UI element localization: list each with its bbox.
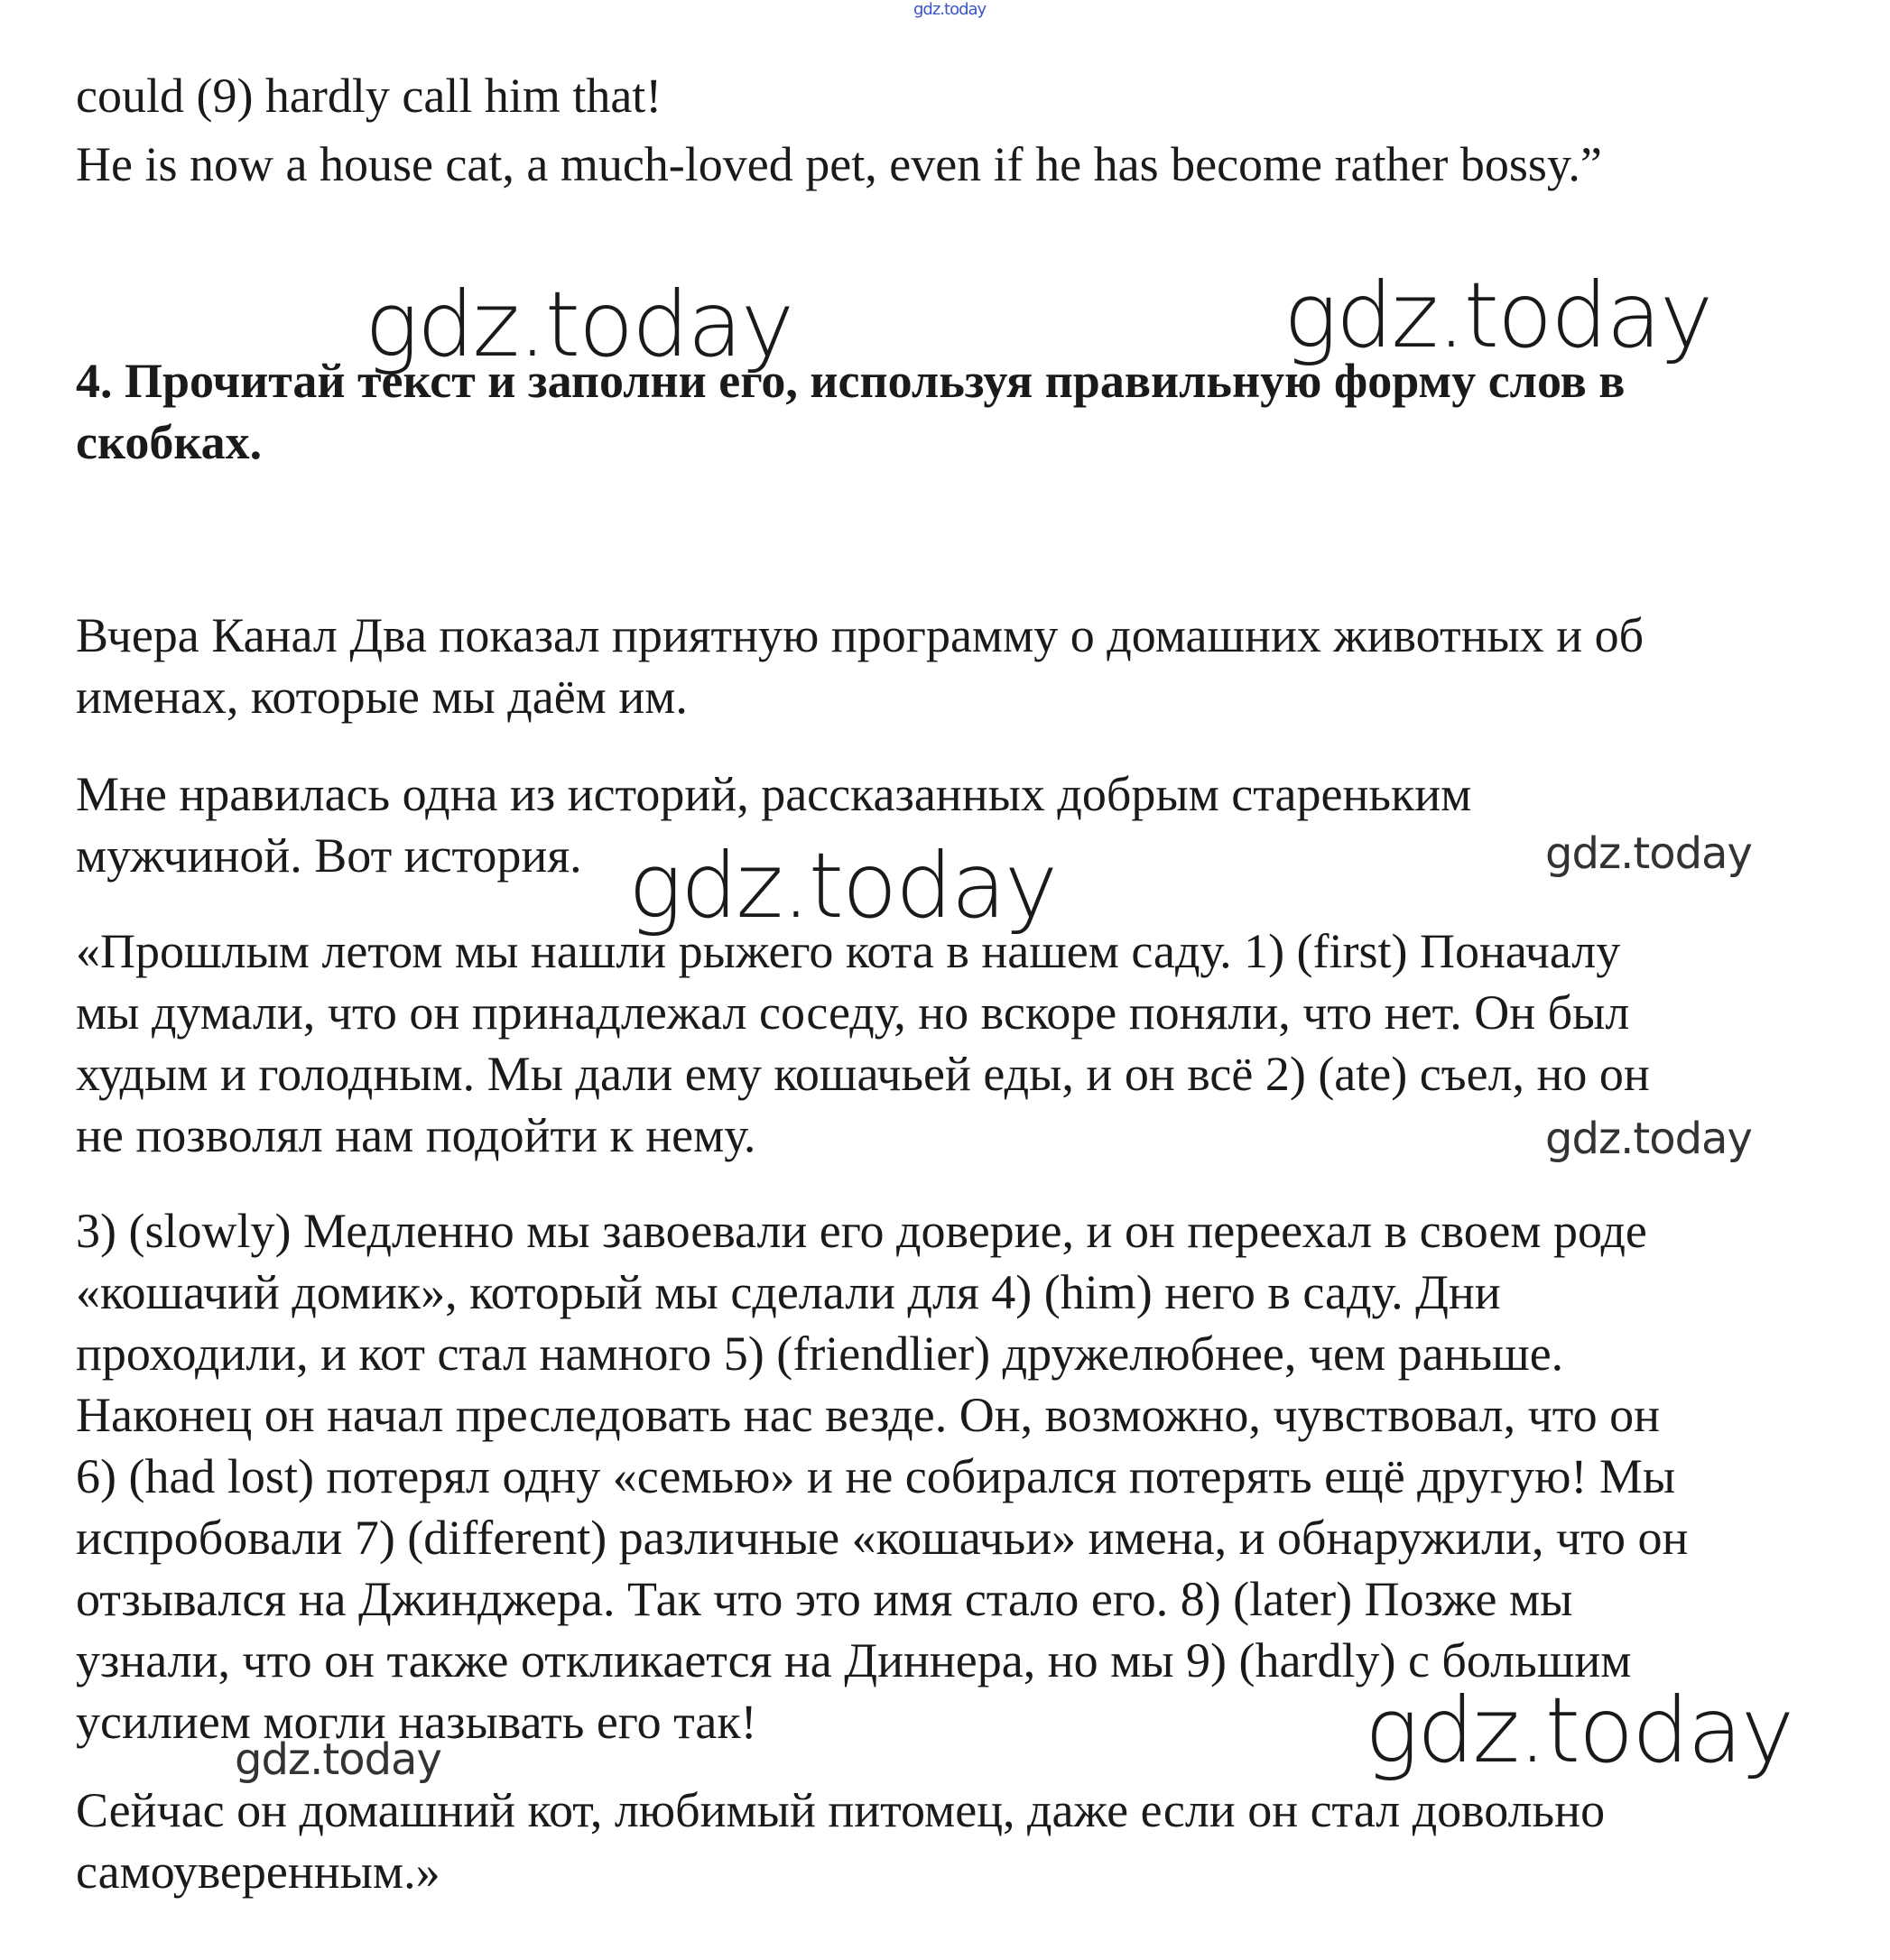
paragraph-2: Мне нравилась одна из историй, рассказанных добрым стареньким мужчиной. Вот история. <box>76 767 1472 883</box>
paragraph-5: Сейчас он домашний кот, любимый питомец, даже если он стал довольно самоуверенным.» <box>76 1783 1606 1899</box>
continuation-line-1: could (9) hardly call him that! <box>76 69 662 123</box>
watermark-large-1: gdz.today <box>365 272 793 377</box>
top-watermark: gdz.today <box>913 0 987 19</box>
watermark-large-3: gdz.today <box>628 833 1057 938</box>
continuation-line-2: He is now a house cat, a much-loved pet, even if he has become rather bossy.” <box>76 137 1602 191</box>
watermark-small-3: gdz.today <box>235 1734 441 1785</box>
watermark-small-1: gdz.today <box>1545 828 1752 879</box>
watermark-small-2: gdz.today <box>1545 1114 1752 1164</box>
paragraph-4: 3) (slowly) Медленно мы завоевали его доверие, и он переехал в своем роде «кошачий домик», который мы сделали для 4) (him) него в саду. Дни проходили, и кот стал намного 5) (friendlier) дружелюбнее, чем раньше. Наконец он начал преследовать нас везде. Он, возможно, чувствовал, что он 6) (had lost) потерял одну «семью» и не собирался потерять ещё другую! Мы испробовали 7) (different) различные «кошачьи» имена, и обнаружили, что он отзывался на Джинджера. Так что это имя стало его. 8) (later) Позже мы узнали, что он также откликается на Диннера, но мы 9) (hardly) с большим усилием могли называть его так! <box>76 1204 1689 1749</box>
watermark-large-2: gdz.today <box>1283 263 1712 368</box>
paragraph-1: Вчера Канал Два показал приятную программу о домашних животных и об именах, которые мы даём им. <box>76 608 1644 724</box>
task-heading: 4. Прочитай текст и заполни его, используя правильную форму слов в скобках. <box>76 354 1626 469</box>
watermark-large-4: gdz.today <box>1365 1678 1793 1783</box>
paragraph-3: «Прошлым летом мы нашли рыжего кота в нашем саду. 1) (first) Поначалу мы думали, что он принадлежал соседу, но вскоре поняли, что нет. Он был худым и голодным. Мы дали ему кошачьей еды, и он всё 2) (ate) съел, но он не позволял нам подойти к нему. <box>76 924 1650 1162</box>
